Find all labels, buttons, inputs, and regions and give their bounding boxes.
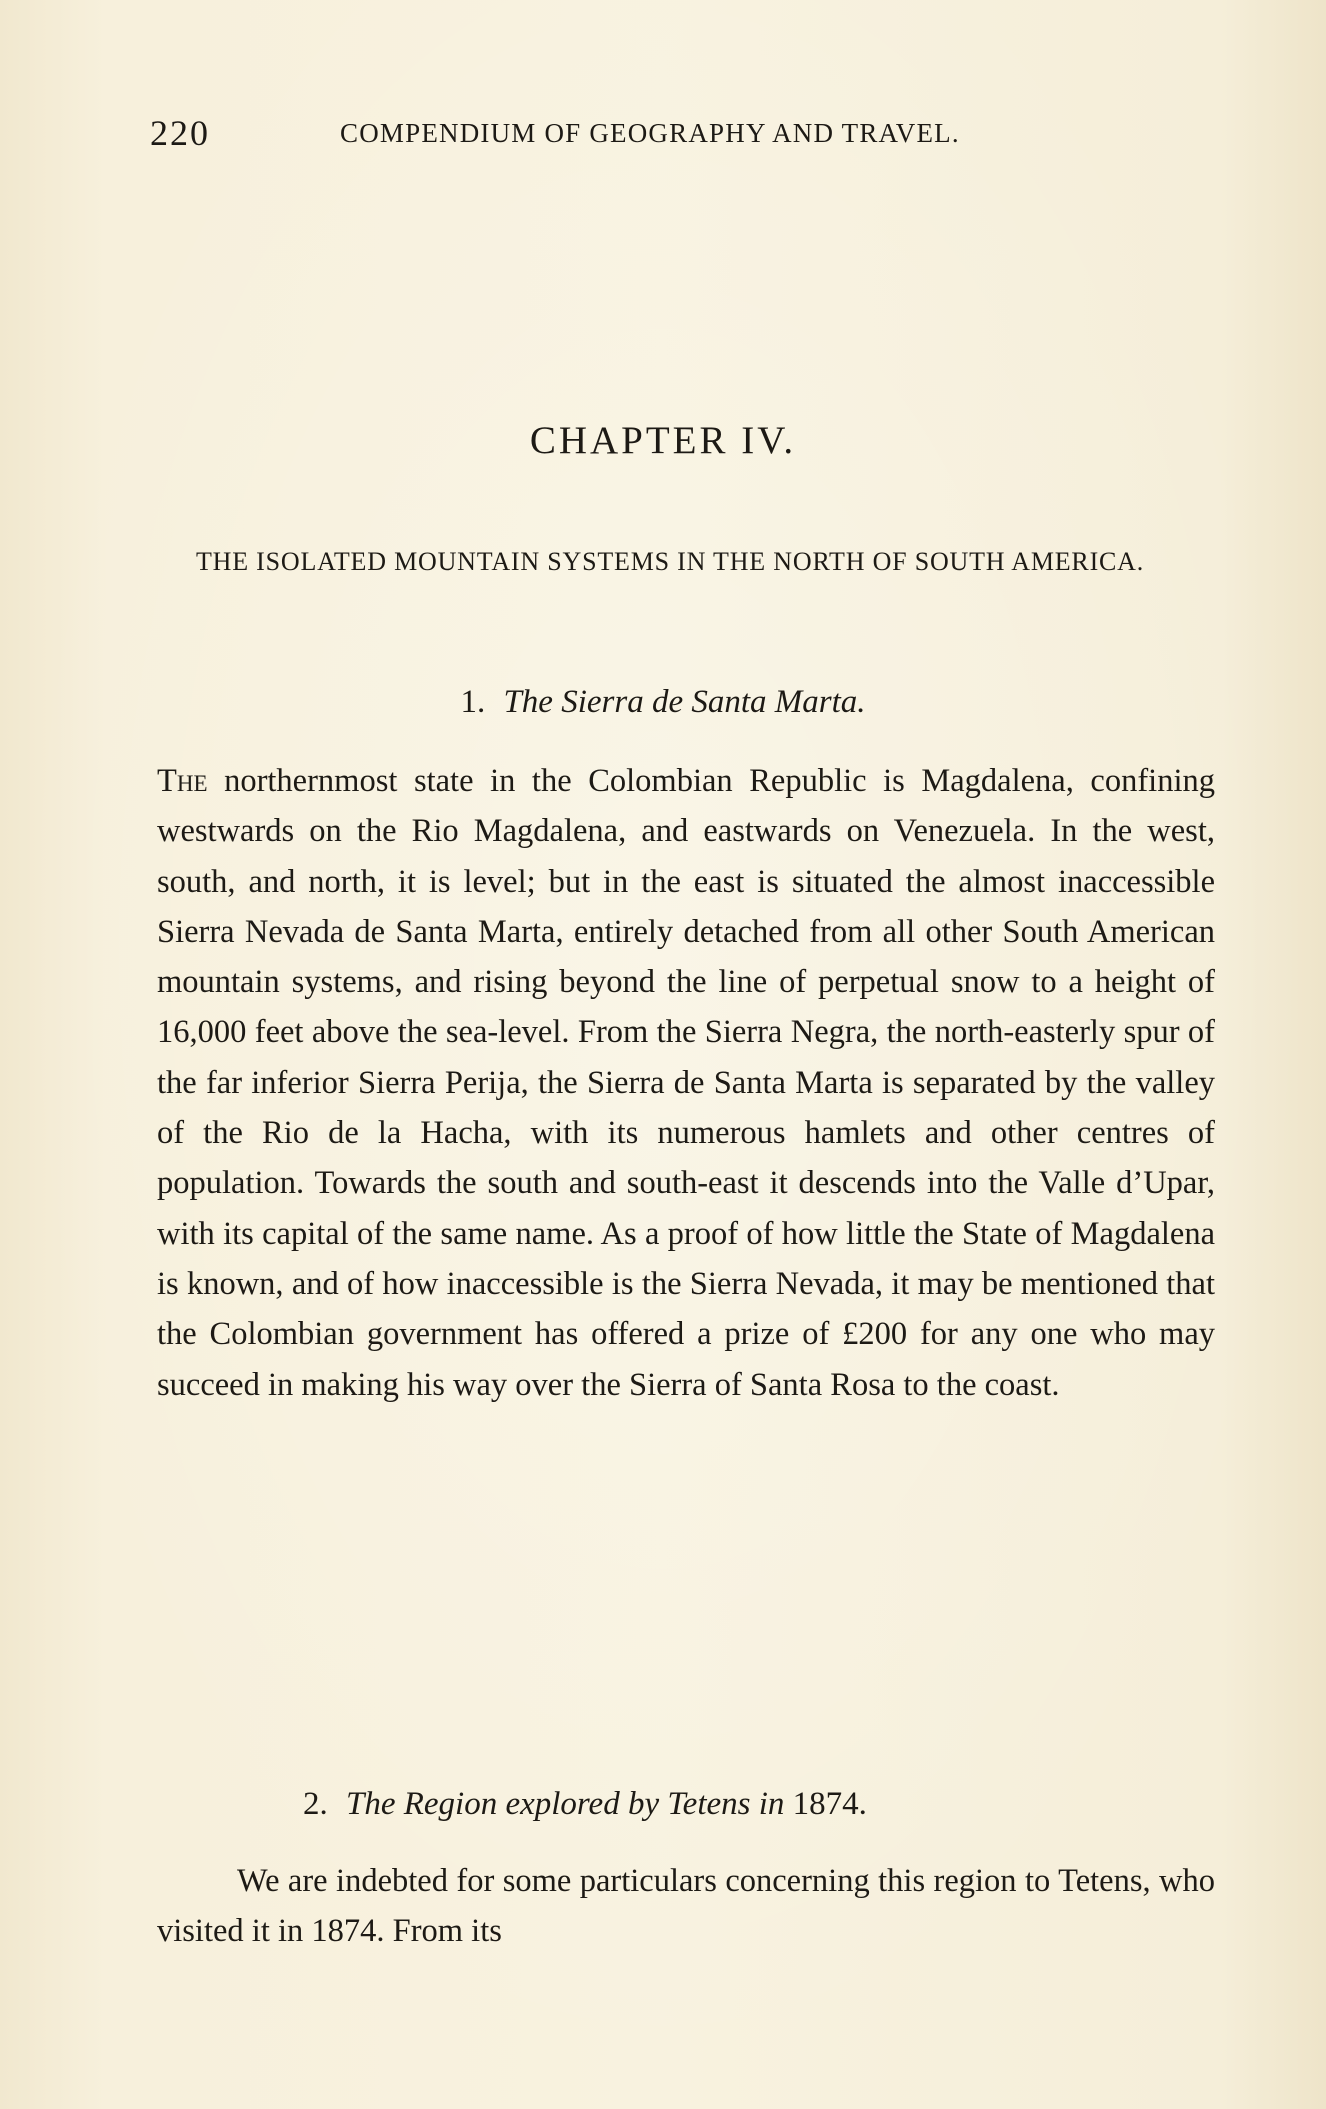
running-head — [150, 112, 1240, 156]
body-paragraph-2 — [157, 1856, 1215, 1957]
body-paragraph-1 — [157, 756, 1215, 1410]
section-heading-2 — [0, 1786, 1326, 1823]
section-title: The Sierra de Santa Marta. — [503, 684, 866, 720]
page-number: 220 — [150, 113, 210, 153]
section-number: 1. — [460, 684, 486, 720]
section-heading-1 — [0, 684, 1326, 721]
chapter-subtitle: THE ISOLATED MOUNTAIN SYSTEMS IN THE NORTH OF SOUTH AMERICA. — [195, 547, 1145, 576]
paragraph-text: We are indebted for some particulars concerning this region to Tetens, who visited it in 1874. From its — [157, 1863, 1215, 1950]
paragraph-text: northernmost state in the Colombian Republic is Magdalena, confining westwards on the Rio Magdalena, and eastwards on Venezuela. In the west, south, and north, it is level; but in the east is situated the almost inaccessible Sierra Nevada de Santa Marta, entirely detached from all other South American mountain systems, and rising beyond the line of perpetual snow to a height of 16,000 feet above the sea-level. From the Sierra Negra, the north-easterly spur of the far inferior Sierra Perija, the Sierra de Santa Marta is separated by the valley of the Rio de la Hacha, with its numerous hamlets and other centres of population. Towards the south and south-east it descends into the Valle d’Upar, with its capital of the same name. As a proof of how little the State of Magdalena is known, and of how inaccessible is the Sierra Nevada, it may be mentioned that the Colombian government has offered a prize of £200 for any one who may succeed in making his way over the Sierra of Santa Rosa to the coast. — [157, 763, 1215, 1403]
section-number: 2. — [303, 1786, 328, 1822]
chapter-title: CHAPTER IV. — [529, 419, 797, 462]
lead-word: The — [157, 763, 208, 799]
section-year: 1874. — [792, 1786, 867, 1822]
running-title: COMPENDIUM OF GEOGRAPHY AND TRAVEL. — [340, 118, 960, 148]
section-title: The Region explored by Tetens in — [346, 1786, 785, 1822]
